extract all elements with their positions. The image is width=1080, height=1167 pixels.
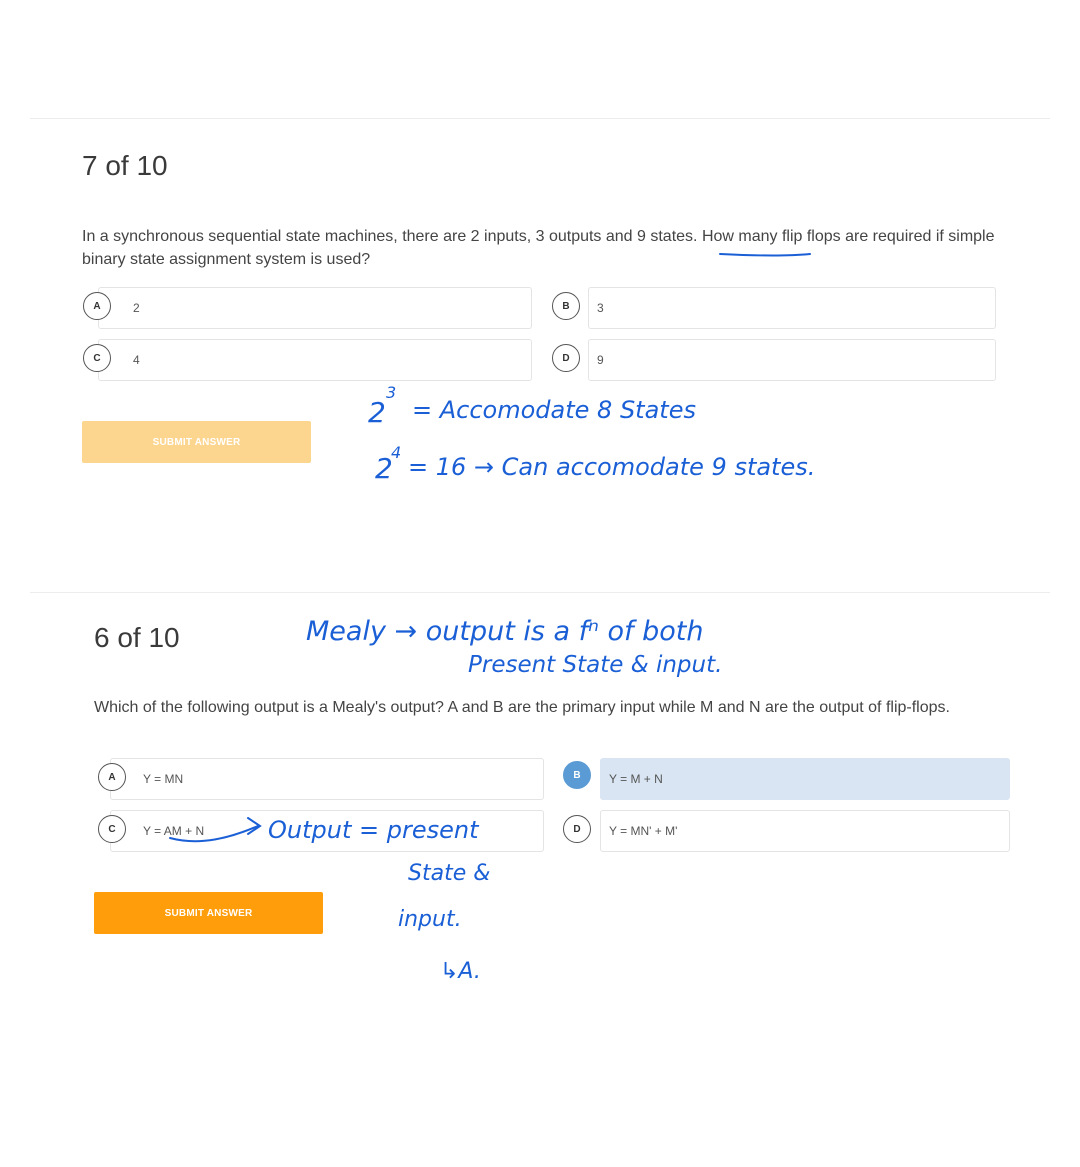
question-text: Which of the following output is a Mealy's output? A and B are the primary input while M and N are the output of flip-flops. (94, 699, 950, 716)
option-b-text: Y = M + N (609, 772, 663, 786)
submit-answer-button[interactable]: SUBMIT ANSWER (94, 892, 323, 934)
q6-c-note-line1: Output = present (268, 816, 479, 844)
question-text: In a synchronous sequential state machines, there are 2 inputs, 3 outputs and 9 states. How many flip flops are required if simple binary state assignment system is used? (82, 228, 995, 268)
q6-c-note-line2: State & (408, 861, 491, 886)
option-b[interactable] (600, 758, 1010, 800)
q7-line1-base: 2 (368, 396, 386, 429)
option-c-text: 4 (133, 353, 140, 367)
q6-mealy-line1: Mealy → output is a fⁿ of both (306, 616, 704, 647)
option-a-letter[interactable]: A (83, 292, 111, 320)
option-d-letter[interactable]: D (563, 815, 591, 843)
q7-line2-text: = 16 → Can accomodate 9 states. (408, 453, 816, 481)
option-b-letter[interactable]: B (563, 761, 591, 789)
top-divider (30, 118, 1050, 119)
option-a-letter[interactable]: A (98, 763, 126, 791)
section-divider (30, 592, 1050, 593)
option-c[interactable] (98, 339, 532, 381)
option-a[interactable] (98, 287, 532, 329)
q7-line1-text: = Accomodate 8 States (412, 396, 696, 424)
option-b[interactable] (588, 287, 996, 329)
option-d-text: 9 (597, 353, 604, 367)
q7-line2-base: 2 (375, 452, 393, 485)
option-c-text: Y = AM + N (143, 824, 205, 838)
submit-answer-button[interactable]: SUBMIT ANSWER (82, 421, 311, 463)
question-number: 6 of 10 (94, 622, 180, 653)
q6-c-note-line4: ↳A. (440, 959, 481, 984)
option-c[interactable] (110, 810, 544, 852)
option-b-letter[interactable]: B (552, 292, 580, 320)
option-a-text: 2 (133, 301, 140, 315)
q7-line2-exp: 4 (391, 443, 402, 462)
q7-line1-exp: 3 (386, 383, 397, 402)
q6-mealy-line2: Present State & input. (468, 652, 723, 678)
option-c-letter[interactable]: C (98, 815, 126, 843)
option-c-letter[interactable]: C (83, 344, 111, 372)
option-a-text: Y = MN (143, 772, 184, 786)
option-d-text: Y = MN' + M' (609, 824, 678, 838)
option-b-text: 3 (597, 301, 604, 315)
option-d[interactable] (588, 339, 996, 381)
option-d[interactable] (600, 810, 1010, 852)
option-a[interactable] (110, 758, 544, 800)
option-d-letter[interactable]: D (552, 344, 580, 372)
question-number: 7 of 10 (82, 150, 168, 181)
q6-c-note-line3: input. (398, 907, 462, 932)
